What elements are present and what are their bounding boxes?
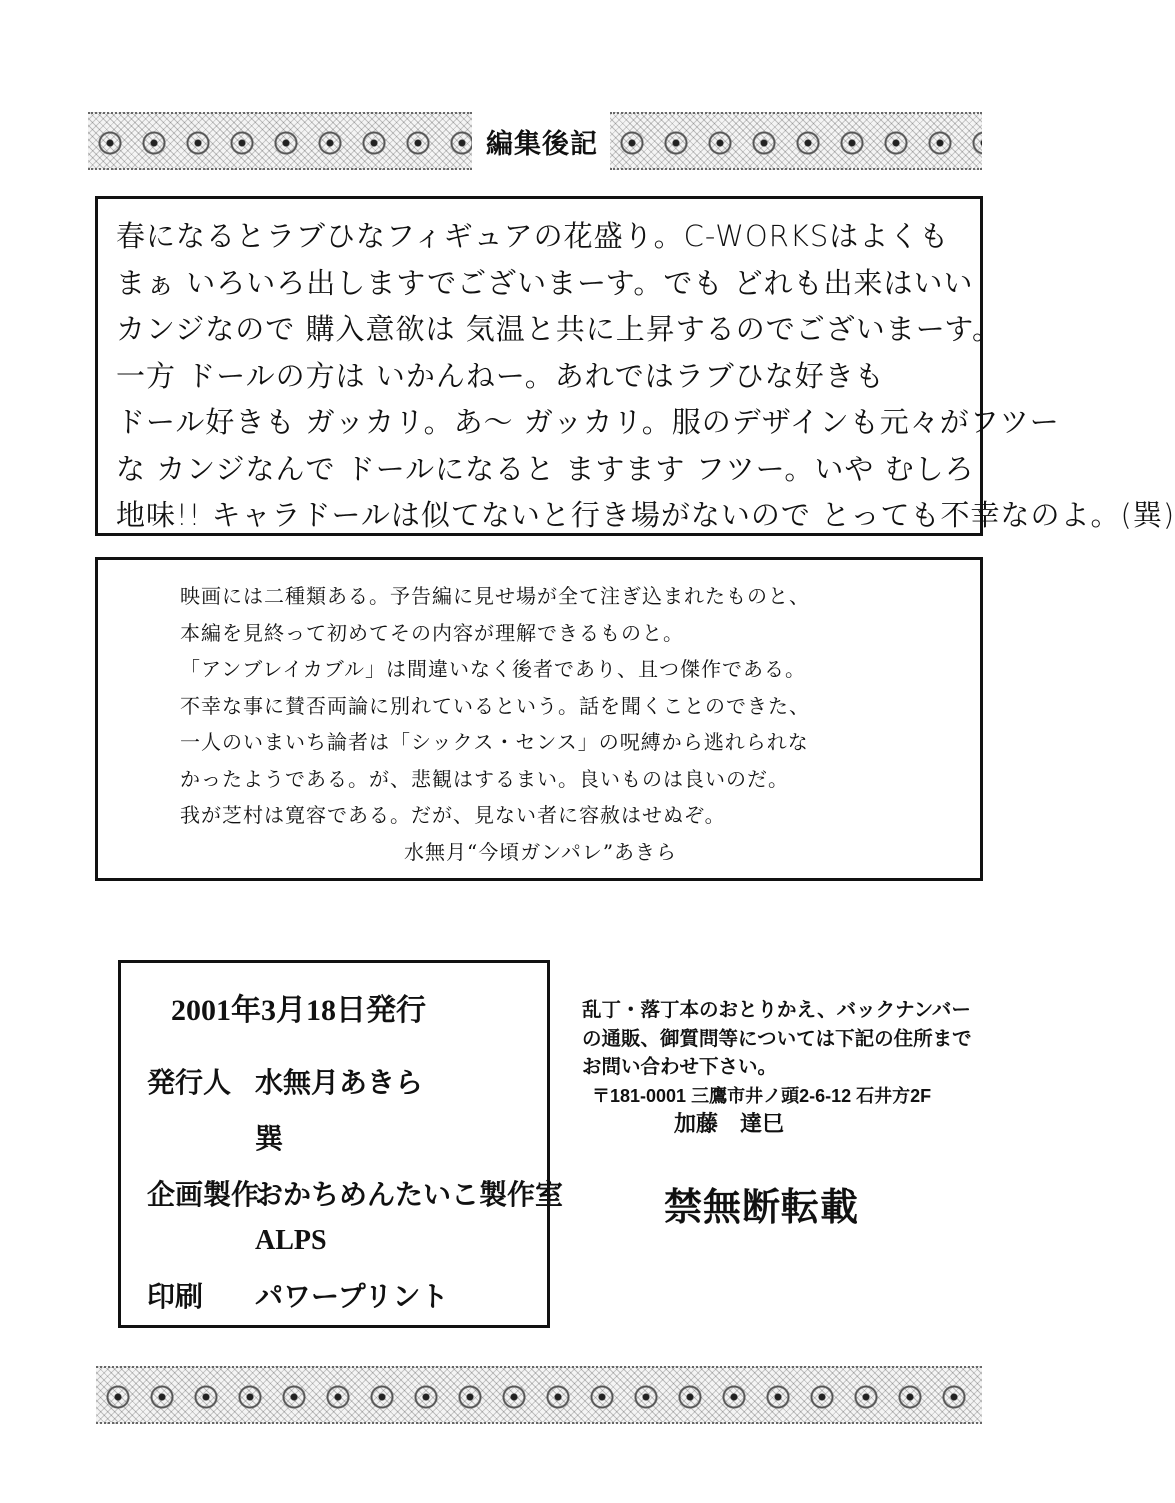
- page-title: 編集後記: [486, 129, 598, 160]
- contact-info: [582, 996, 972, 1139]
- contact-line: 乱丁・落丁本のおとりかえ、バックナンバー: [582, 999, 971, 1021]
- production-value-2: ALPS: [255, 1225, 327, 1256]
- editorial-line: 本編を見終って初めてその内容が理解できるものと。: [180, 620, 684, 645]
- editorial-line: 一人のいまいち論者は「シックス・センス」の呪縛から逃れられな: [180, 730, 809, 754]
- handwritten-line: カンジなので 購入意欲は 気温と共に上昇するのでございまーす。: [116, 312, 1002, 346]
- handwritten-line: ドール好きも ガッカリ。あ〜 ガッカリ。服のデザインも元々がフツー: [116, 405, 1060, 439]
- editorial-signature: 水無月“今頃ガンパレ”あきら: [404, 839, 678, 864]
- contact-line: お問い合わせ下さい。: [582, 1056, 778, 1078]
- editorial-line: 不幸な事に賛否両論に別れているという。話を聞くことのできた、: [180, 693, 810, 718]
- top-right-ornament-band: [610, 112, 982, 170]
- bottom-ornament-band: [96, 1366, 982, 1424]
- editorial-line: かったようである。が、悲観はするまい。良いものは良いのだ。: [180, 766, 789, 791]
- editorial-line: 我が芝村は寛容である。だが、見ない者に容赦はせぬぞ。: [180, 803, 726, 827]
- handwritten-note-box: [95, 196, 1175, 536]
- printing-row: [147, 1275, 448, 1315]
- contact-address: 〒181-0001 三鷹市井ノ頭2-6-12 石井方2F: [592, 1085, 932, 1106]
- no-reprint-notice: 禁無断転載: [664, 1187, 860, 1229]
- editorial-line: 「アンブレイカブル」は間違いなく後者であり、且つ傑作である。: [180, 657, 806, 681]
- production-row-2: [147, 1225, 327, 1257]
- production-row: [147, 1173, 563, 1213]
- handwritten-line: まぁ いろいろ出しますでございまーす。でも どれも出来はいい: [116, 265, 974, 300]
- production-label: 企画製作: [147, 1180, 260, 1211]
- handwritten-line: 地味!! キャラドールは似てないと行き場がないので とっても不幸なのよ。(巽): [116, 498, 1175, 532]
- editorial-box: [95, 557, 983, 881]
- publisher-label: 発行人: [147, 1068, 232, 1099]
- top-left-ornament-band: [88, 112, 472, 170]
- publication-date: 2001年3月18日発行: [171, 994, 426, 1027]
- contact-name: 加藤 達巳: [674, 1111, 785, 1136]
- handwritten-line: 春になるとラブひなフィギュアの花盛り。C-WORKSはよくも: [116, 219, 950, 253]
- production-value: おかちめんたいこ製作室: [255, 1180, 564, 1211]
- printing-value: パワープリント: [255, 1282, 449, 1313]
- publisher-row-2: [147, 1117, 283, 1157]
- contact-line: の通販、御質問等については下記の住所まで: [582, 1027, 972, 1050]
- publisher-row: [147, 1061, 423, 1101]
- printing-label: 印刷: [147, 1282, 204, 1313]
- publisher-value-2: 巽: [255, 1124, 284, 1155]
- colophon-box: [118, 960, 564, 1328]
- handwritten-line: 一方 ドールの方は いかんねー。あれではラブひな好きも: [116, 358, 885, 393]
- handwritten-line: な カンジなんで ドールになると ますます フツー。いや むしろ: [116, 451, 975, 486]
- editorial-line: 映画には二種類ある。予告編に見せ場が全て注ぎ込まれたものと、: [180, 584, 810, 608]
- publisher-value: 水無月あきら: [255, 1068, 424, 1099]
